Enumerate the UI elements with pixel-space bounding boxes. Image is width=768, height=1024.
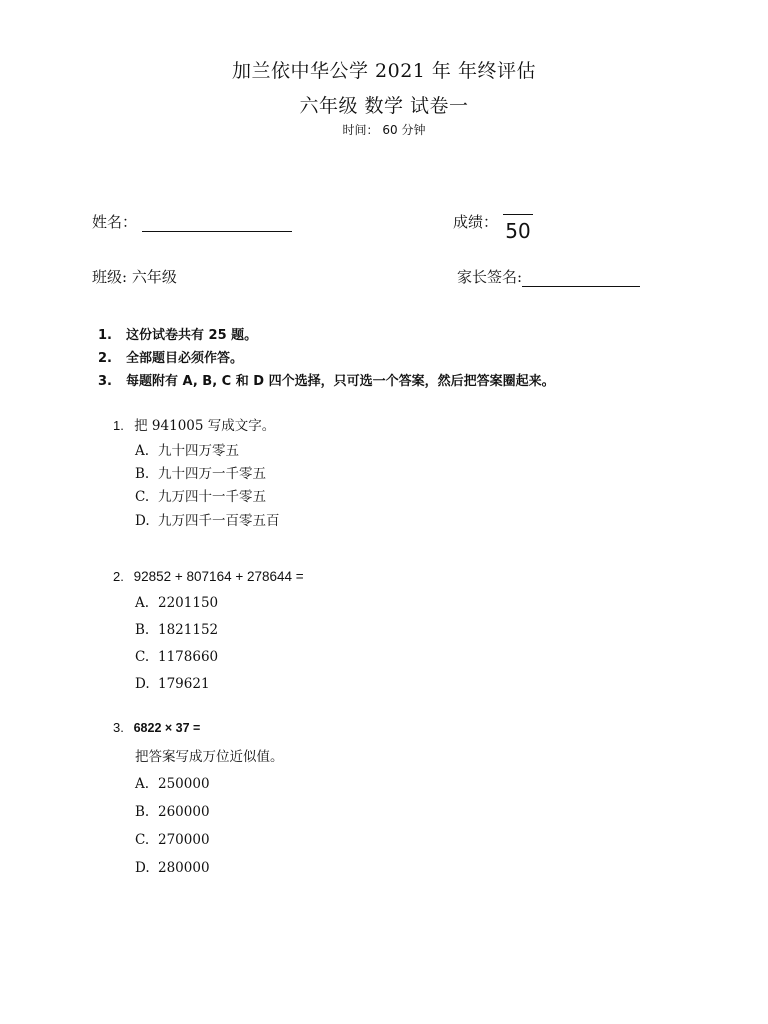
option-item[interactable]: A. 250000	[135, 776, 210, 792]
parent-signature-label: 家长签名:	[457, 268, 523, 286]
question-number: 1.	[113, 418, 124, 433]
exam-time: 时间： 60 分钟	[342, 123, 426, 137]
parent-signature-field	[457, 266, 640, 287]
score-total: 50	[503, 214, 533, 243]
instruction-item: 3. 每题附有 A, B, C 和 D 四个选择，只可选一个答案，然后把答案圈起来。	[98, 374, 555, 389]
class-label: 班级: 六年级	[92, 268, 177, 286]
question-text: 6822 × 37 =	[133, 721, 201, 735]
option-item[interactable]: D. 179621	[135, 676, 210, 692]
option-item[interactable]: C. 1178660	[135, 649, 219, 665]
option-item[interactable]: B. 260000	[135, 804, 210, 820]
question-3	[113, 720, 200, 735]
question-2	[113, 569, 304, 584]
option-item[interactable]: D. 九万四千一百零五百	[135, 513, 280, 529]
name-label: 姓名：	[92, 213, 138, 231]
question-number: 3.	[113, 720, 124, 735]
question-instruction: 把答案写成万位近似值。	[135, 749, 284, 765]
parent-signature-line[interactable]	[522, 270, 640, 287]
name-line[interactable]	[142, 215, 292, 232]
score-label: 成绩：	[453, 213, 499, 231]
exam-subtitle: 六年级 数学 试卷一	[299, 95, 469, 117]
exam-title: 加兰依中华公学 2021 年 年终评估	[232, 60, 536, 82]
option-item[interactable]: B. 九十四万一千零五	[135, 466, 266, 482]
option-item[interactable]: A. 九十四万零五	[135, 443, 239, 459]
question-number: 2.	[113, 569, 124, 584]
option-item[interactable]: A. 2201150	[135, 595, 219, 611]
option-item[interactable]: C. 270000	[135, 832, 210, 848]
question-1	[113, 414, 275, 434]
option-item[interactable]: D. 280000	[135, 860, 210, 876]
question-text: 92852 + 807164 + 278644 =	[133, 569, 304, 584]
instruction-item: 2. 全部题目必须作答。	[98, 351, 244, 366]
option-item[interactable]: B. 1821152	[135, 622, 219, 638]
name-field	[92, 211, 292, 232]
instruction-item: 1. 这份试卷共有 25 题。	[98, 328, 258, 343]
question-text: 把 941005 写成文字。	[134, 418, 276, 434]
option-item[interactable]: C. 九万四十一千零五	[135, 489, 266, 505]
